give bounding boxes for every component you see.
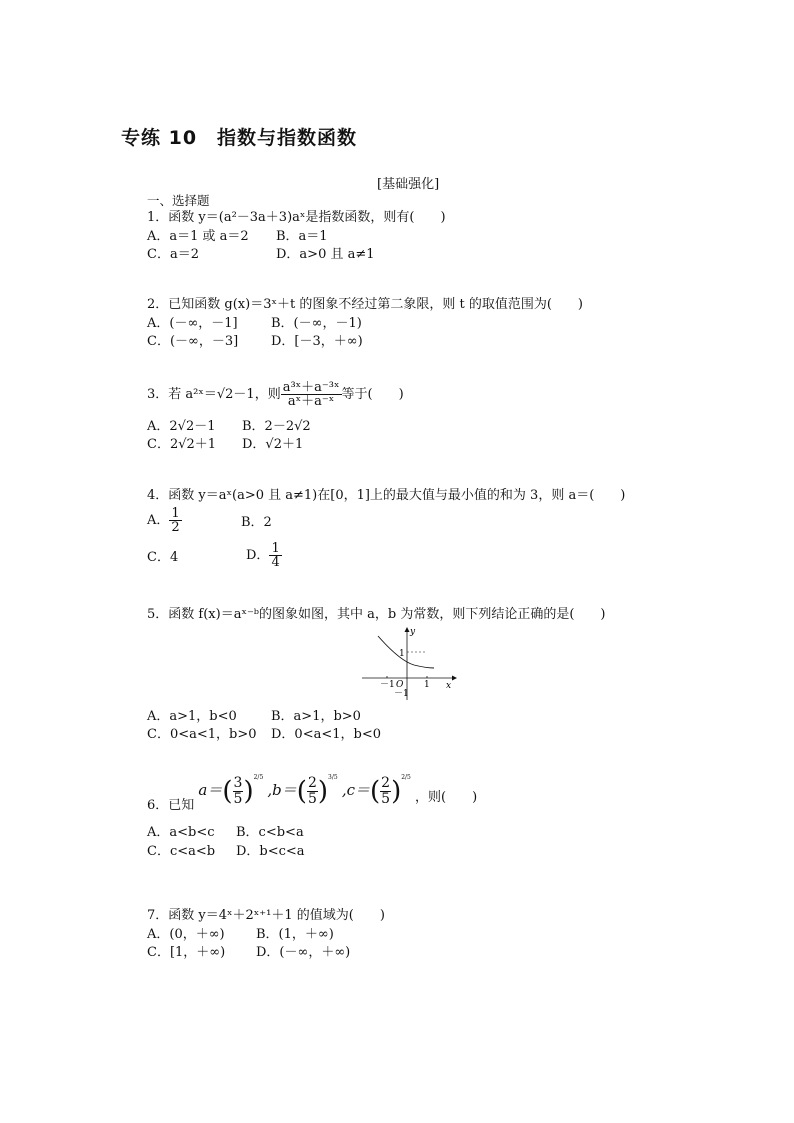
q6-stem bbox=[147, 776, 477, 815]
q5-option-c: C．0<a<1，b>0 bbox=[147, 727, 257, 742]
q6-option-b: B．c<b<a bbox=[236, 825, 304, 840]
q5-label-x: x bbox=[446, 681, 452, 691]
q6-a-rparen: ) bbox=[243, 776, 254, 807]
q4-option-a-denominator: 2 bbox=[171, 520, 180, 535]
q6-option-c: C．c<a<b bbox=[147, 844, 216, 859]
page-title: 专练 10 指数与指数函数 bbox=[121, 127, 358, 149]
q6-a-fraction bbox=[233, 776, 244, 807]
q2-option-a: A．(－∞，－1] bbox=[147, 316, 238, 331]
q6-a-lparen: ( bbox=[222, 776, 233, 807]
q6-b-eq: ,b＝ bbox=[267, 781, 297, 799]
q6-b-lparen: ( bbox=[296, 776, 307, 807]
q4-option-b: B．2 bbox=[241, 515, 272, 530]
q6-c-rparen: ) bbox=[391, 776, 402, 807]
q5-label-one-x: 1 bbox=[424, 680, 430, 690]
q2-stem: 2．已知函数 g(x)＝3ˣ＋t 的图象不经过第二象限，则 t 的取值范围为( ) bbox=[147, 297, 583, 312]
q5-label-neg-one-y: －1 bbox=[394, 689, 409, 699]
q7-option-c: C．[1，＋∞) bbox=[147, 945, 226, 960]
q3-option-c: C．2√2＋1 bbox=[147, 437, 217, 452]
q5-option-a: A．a>1，b<0 bbox=[147, 709, 237, 724]
q5-y-axis-arrow bbox=[405, 627, 410, 632]
q4-option-a-fraction bbox=[169, 507, 181, 534]
q4-option-d-denominator: 4 bbox=[271, 555, 280, 570]
q6-suffix: ，则( ) bbox=[415, 790, 478, 805]
q4-option-a bbox=[147, 507, 182, 534]
q5-x-axis-arrow bbox=[452, 676, 457, 681]
q6-option-d: D．b<c<a bbox=[236, 844, 305, 859]
q4-option-a-label: A． bbox=[147, 513, 170, 528]
q6-c-fraction bbox=[380, 776, 391, 807]
q5-curve bbox=[378, 636, 434, 668]
q3-option-a: A．2√2－1 bbox=[147, 419, 216, 434]
q3-option-d: D．√2＋1 bbox=[242, 437, 304, 452]
q5-stem: 5．函数 f(x)＝aˣ⁻ᵇ的图象如图，其中 a，b 为常数，则下列结论正确的是( ) bbox=[147, 607, 606, 622]
q3-fraction bbox=[281, 381, 342, 408]
q5-option-d: D．0<a<1，b<0 bbox=[271, 727, 381, 742]
q1-option-c: C．a＝2 bbox=[147, 247, 199, 262]
q7-stem: 7．函数 y＝4ˣ＋2ˣ⁺¹＋1 的值域为( ) bbox=[147, 908, 385, 923]
q4-option-c: C．4 bbox=[147, 550, 179, 565]
q6-c-lparen: ( bbox=[369, 776, 381, 807]
section-subtitle: [基础强化] bbox=[377, 177, 440, 192]
q3-suffix: 等于( ) bbox=[341, 387, 404, 402]
q2-option-c: C．(－∞，－3] bbox=[147, 334, 239, 349]
q5-option-b: B．a>1，b>0 bbox=[271, 709, 361, 724]
q3-fraction-numerator: a³ˣ＋a⁻³ˣ bbox=[282, 380, 340, 395]
q6-a-numerator: 3 bbox=[233, 775, 243, 791]
q6-a-exponent: 2/5 bbox=[253, 774, 264, 781]
q6-b-rparen: ) bbox=[317, 776, 329, 807]
q3-fraction-denominator: aˣ＋a⁻ˣ bbox=[287, 394, 335, 409]
q1-stem: 1．函数 y＝(a²－3a＋3)aˣ是指数函数，则有( ) bbox=[147, 210, 446, 225]
q4-stem: 4．函数 y＝aˣ(a>0 且 a≠1)在[0，1]上的最大值与最小值的和为 3，则 a＝( ) bbox=[147, 488, 626, 503]
q6-c-denominator: 5 bbox=[381, 791, 391, 807]
q5-label-neg-one-x: －1 bbox=[380, 680, 395, 690]
q5-label-y: y bbox=[410, 627, 416, 637]
q6-b-denominator: 5 bbox=[307, 791, 317, 807]
q1-option-d: D．a>0 且 a≠1 bbox=[276, 247, 375, 262]
q6-prefix: 6．已知 bbox=[147, 798, 195, 813]
q1-option-a: A．a＝1 或 a＝2 bbox=[147, 229, 249, 244]
q6-b-numerator: 2 bbox=[307, 775, 317, 791]
q4-option-d-label: D． bbox=[246, 548, 270, 563]
q6-c-eq: ,c＝ bbox=[341, 781, 370, 799]
q6-a-denominator: 5 bbox=[233, 791, 243, 807]
q6-c-numerator: 2 bbox=[381, 775, 391, 791]
q3-stem bbox=[147, 381, 404, 408]
q6-option-a: A．a<b<c bbox=[147, 825, 215, 840]
q4-option-a-numerator: 1 bbox=[171, 506, 180, 521]
section-heading: 一、选择题 bbox=[147, 193, 210, 208]
q5-label-one-y: 1 bbox=[399, 649, 405, 659]
q4-option-d-fraction bbox=[269, 542, 281, 569]
q2-option-d: D．[－3，＋∞) bbox=[271, 334, 363, 349]
q6-c-exponent: 2/5 bbox=[401, 774, 411, 781]
q1-option-b: B．a＝1 bbox=[276, 229, 328, 244]
q7-option-a: A．(0，＋∞) bbox=[147, 927, 225, 942]
q3-prefix: 3．若 a²ˣ＝√2－1，则 bbox=[147, 387, 281, 402]
q7-option-d: D．(－∞，＋∞) bbox=[256, 945, 351, 960]
q6-a-eq: a＝ bbox=[198, 781, 223, 799]
q2-option-b: B．(－∞，－1) bbox=[271, 316, 362, 331]
q5-label-origin: O bbox=[396, 680, 404, 690]
q4-option-d-numerator: 1 bbox=[271, 541, 280, 556]
q4-option-d bbox=[246, 542, 282, 569]
q7-option-b: B．(1，＋∞) bbox=[256, 927, 334, 942]
q6-b-fraction bbox=[307, 776, 318, 807]
q3-option-b: B．2－2√2 bbox=[242, 419, 311, 434]
q6-b-exponent: 3/5 bbox=[328, 774, 338, 781]
q5-graph bbox=[360, 624, 460, 704]
